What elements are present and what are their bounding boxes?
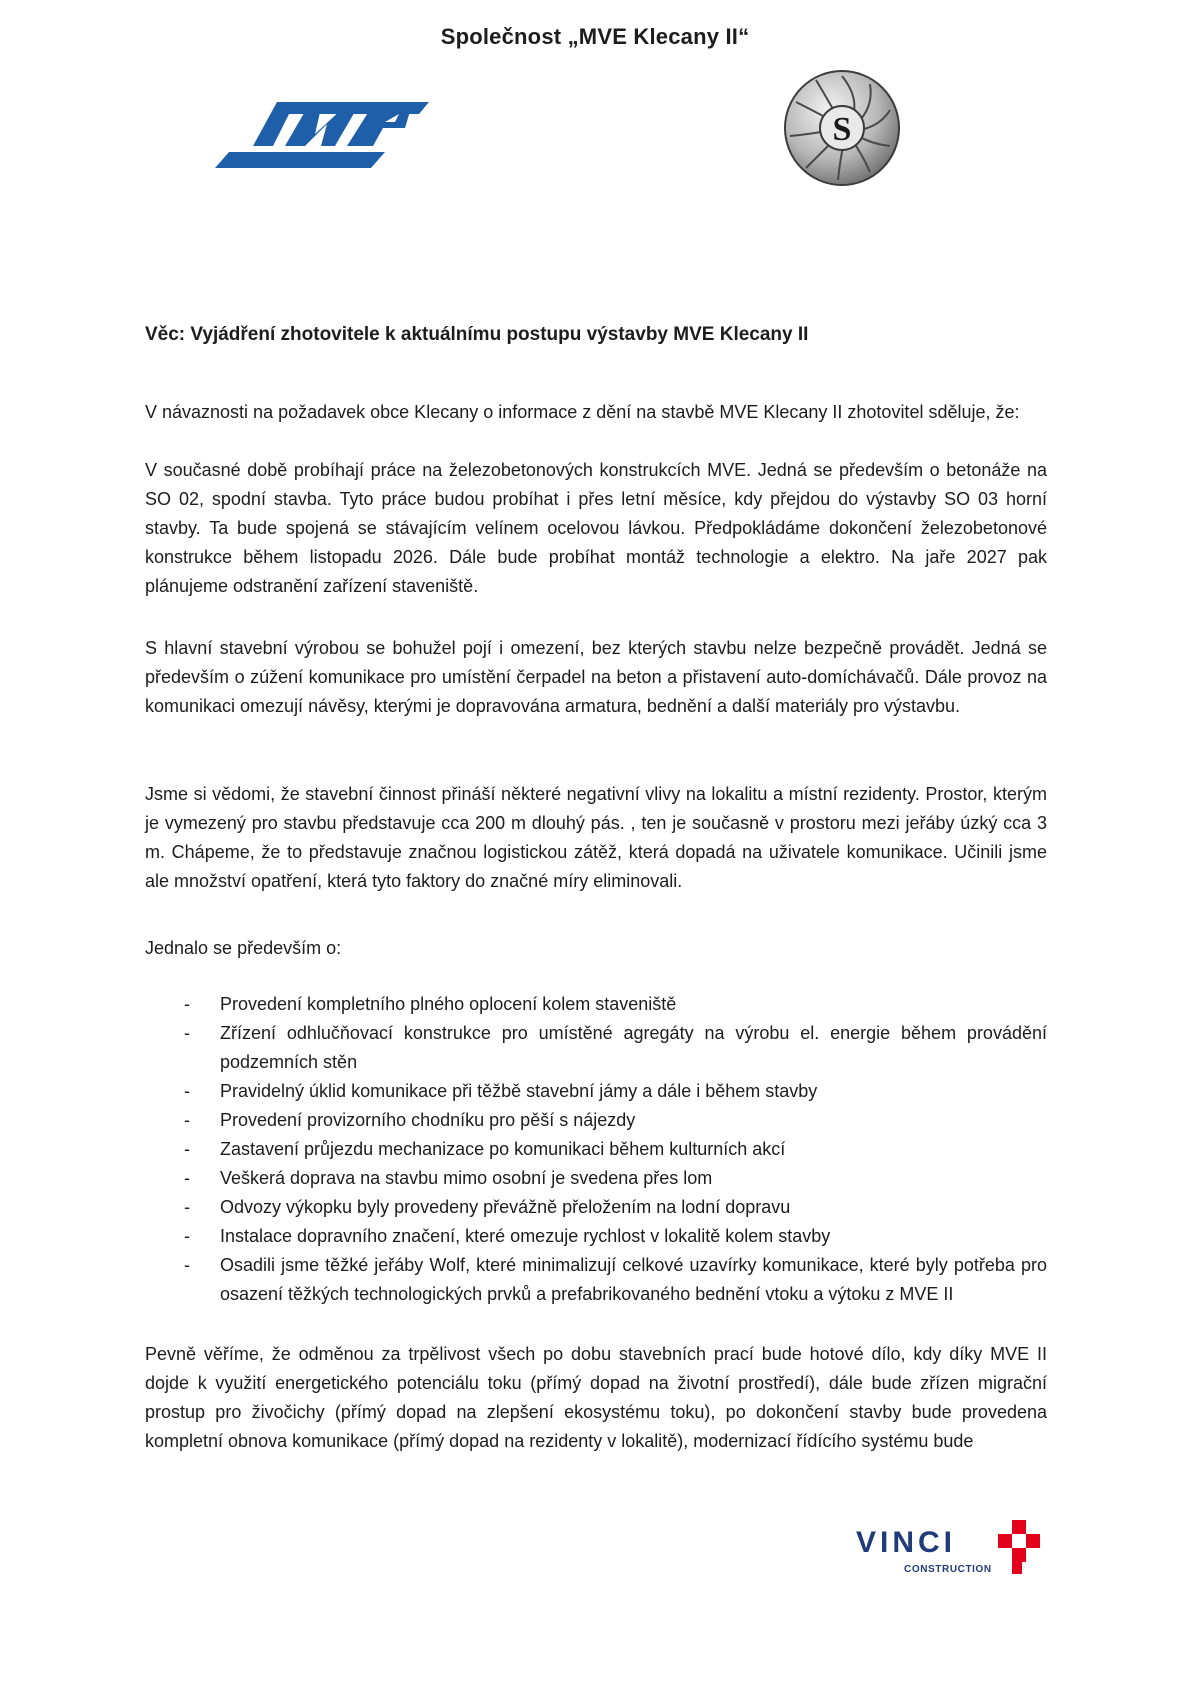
- list-item: [180, 1019, 1047, 1077]
- list-item-text: Instalace dopravního značení, které omezuje rychlost v lokalitě kolem stavby: [220, 1226, 831, 1246]
- list-item-text: Pravidelný úklid komunikace při těžbě stavební jámy a dále i během stavby: [220, 1081, 818, 1101]
- list-item-text: Provedení kompletního plného oplocení kolem staveniště: [220, 994, 677, 1014]
- vinci-subtitle: CONSTRUCTION: [904, 1564, 992, 1575]
- list-item: [180, 1077, 1047, 1106]
- list-item: [180, 990, 1047, 1019]
- list-item-text: Zastavení průjezdu mechanizace po komunikaci během kulturních akcí: [220, 1139, 786, 1159]
- measures-list: [180, 990, 1047, 1309]
- bullet-dash: -: [184, 1168, 190, 1188]
- list-item: [180, 1251, 1047, 1309]
- list-item-text: Osadili jsme těžké jeřáby Wolf, které minimalizují celkové uzavírky komunikace, které byly potřeba pro osazení těžkých technologických prvků a prefabrikovaného bednění vtoku a výtoku z MVE II: [220, 1255, 1047, 1304]
- svg-text:S: S: [832, 111, 852, 148]
- bullet-dash: -: [184, 1255, 190, 1275]
- list-item: [180, 1164, 1047, 1193]
- letter-subject: Věc: Vyjádření zhotovitele k aktuálnímu postupu výstavby MVE Klecany II: [145, 324, 809, 345]
- vinci-construction-logo: [856, 1520, 1046, 1582]
- vinci-wordmark: VINCI: [856, 1526, 957, 1559]
- list-item: [180, 1135, 1047, 1164]
- smp-logo: [215, 94, 435, 168]
- intro-paragraph: V návaznosti na požadavek obce Klecany o informace z dění na stavbě MVE Klecany II zhotovitel sděluje, že:: [145, 402, 1020, 422]
- closing-paragraph: Pevně věříme, že odměnou za trpělivost všech po dobu stavebních prací bude hotové dílo, kdy díky MVE II dojde k využití energetického potenciálu toku (přímý dopad na životní prostředí), dále bude zřízen migrační prostup pro živočichy (přímý dopad na zlepšení ekosystému toku), po dokončení stavby bude provedena kompletní obnova komunikace (přímý dopad na rezidenty v lokalitě), modernizací řídícího systému bude: [145, 1344, 1047, 1451]
- bullet-dash: -: [184, 1110, 190, 1130]
- bullet-dash: -: [184, 1023, 190, 1043]
- turbine-s-logo: [782, 68, 902, 188]
- paragraph-restrictions: S hlavní stavební výrobou se bohužel pojí i omezení, bez kterých stavbu nelze bezpečně provádět. Jedná se především o zúžení komunikace pro umístění čerpadel na beton a přistavení auto-domíchávačů. Dále provoz na komunikaci omezují návěsy, kterými je dopravována armatura, bednění a další materiály pro výstavbu.: [145, 638, 1047, 716]
- company-heading: Společnost „MVE Klecany II“: [440, 24, 750, 49]
- vinci-cross-icon: [992, 1520, 1044, 1576]
- paragraph-current-works: V současné době probíhají práce na železobetonových konstrukcích MVE. Jedná se především o betonáže na SO 02, spodní stavba. Tyto práce budou probíhat i přes letní měsíce, kdy přejdou do výstavby SO 03 horní stavby. Ta bude spojená se stávajícím velínem ocelovou lávkou. Předpokládáme dokončení železobetonové konstrukce během listopadu 2026. Dále bude probíhat montáž technologie a elektro. Na jaře 2027 pak plánujeme odstranění zařízení staveniště.: [145, 460, 1047, 596]
- list-item-text: Veškerá doprava na stavbu mimo osobní je svedena přes lom: [220, 1168, 713, 1188]
- list-item-text: Odvozy výkopku byly provedeny převážně přeložením na lodní dopravu: [220, 1197, 791, 1217]
- bullet-dash: -: [184, 1139, 190, 1159]
- bullet-dash: -: [184, 994, 190, 1014]
- list-item-text: Zřízení odhlučňovací konstrukce pro umístěné agregáty na výrobu el. energie během provádění podzemních stěn: [220, 1023, 1047, 1072]
- list-item: [180, 1193, 1047, 1222]
- list-item: [180, 1222, 1047, 1251]
- bullet-dash: -: [184, 1226, 190, 1246]
- list-item-text: Provedení provizorního chodníku pro pěší s nájezdy: [220, 1110, 636, 1130]
- paragraph-negative-impacts: Jsme si vědomi, že stavební činnost přináší některé negativní vlivy na lokalitu a místní rezidenty. Prostor, kterým je vymezený pro stavbu představuje cca 200 m dlouhý pás. , ten je současně v prostoru mezi jeřáby úzký cca 3 m. Chápeme, že to představuje značnou logistickou zátěž, která dopadá na uživatele komunikace. Učinili jsme ale množství opatření, která tyto faktory do značné míry eliminovali.: [145, 784, 1047, 891]
- bullet-dash: -: [184, 1081, 190, 1101]
- bullet-dash: -: [184, 1197, 190, 1217]
- paragraph-measures-intro: Jednalo se především o:: [145, 938, 342, 958]
- list-item: [180, 1106, 1047, 1135]
